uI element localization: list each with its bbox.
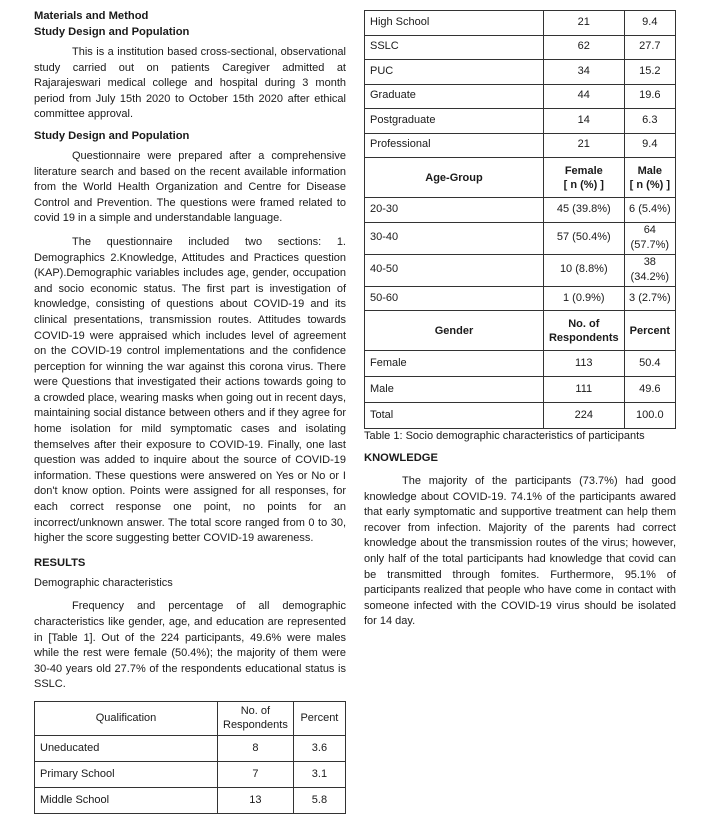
cell-male: 3 (2.7%) xyxy=(624,286,675,311)
cell-female: 57 (50.4%) xyxy=(543,222,624,254)
cell-label: Graduate xyxy=(365,84,544,109)
cell-label: PUC xyxy=(365,60,544,85)
cell-male: 6 (5.4%) xyxy=(624,198,675,223)
paragraph-knowledge: The majority of the participants (73.7%) had good knowledge about COVID-19. 74.1% of the participants awared that early symptomatic and supportive treatment can help them recover from infection. Majority of the parents had correct knowledge about the transmission routes of the virus; however, only half of the total participants had knowledge that covid can be transmitted through fomites. Furthermore, 95.1% of participants realized that people who have come in contact with someone infected with the COVID-19 virus should be isolated for 14 day. xyxy=(364,474,676,628)
table-row xyxy=(35,761,346,787)
cell-count: 8 xyxy=(218,735,294,761)
cell-female: 1 (0.9%) xyxy=(543,286,624,311)
cell-percent: 27.7 xyxy=(624,35,675,60)
cell-count: 44 xyxy=(543,84,624,109)
section-heading-materials: Materials and Method xyxy=(34,10,149,22)
paragraph-questionnaire: Questionnaire were prepared after a comprehensive literature search and based on the recent available information from the World Health Organization and Centre for Disease Control and Prevention. The questions were framed related to covid 19 in a simple and understandable language. xyxy=(34,149,346,225)
cell-label: Middle School xyxy=(35,787,218,813)
table-row xyxy=(365,84,676,109)
section-heading-results: RESULTS xyxy=(34,556,86,569)
header-respondents xyxy=(218,701,294,735)
cell-percent: 3.6 xyxy=(293,735,345,761)
header-female xyxy=(543,158,624,198)
cell-female: 45 (39.8%) xyxy=(543,198,624,223)
table-row xyxy=(365,254,676,286)
paragraph-sections: The questionnaire included two sections: 1. Demographics 2.Knowledge, Attitudes and Practices question (KAP).Demographic variables includes age, gender, occupation and socio economic status. The first part is investigation of knowledge, consisting of questions about COVID-19 and its clinical presentations, transmission routes. Attitudes towards COVID-19 were appraised which includes level of agreement on the COVID-19 control implementations and the confidence perception for winning the war against this corona virus. There were Questions that investigated their actions towards going to a crowded place, wearing masks when going out in recent days, maintaining social distance between others and if they agree for home isolation for mild symptomatic cases and isolating themselves after their exposure to COVID-19. Finally, one last question was added to inquire about the source of COVID-19 information. These questions were answered on Yes or No or I don't know option. Points were assigned for all responses, for each correct response one point, no points for an incorrect/unknown answer. The total score ranged from 0 to 30, higher the score suggesting better COVID-19 awareness. xyxy=(34,235,346,545)
cell-label: Uneducated xyxy=(35,735,218,761)
cell-percent: 49.6 xyxy=(624,377,675,403)
cell-percent: 50.4 xyxy=(624,351,675,377)
table-row xyxy=(35,787,346,813)
header-male xyxy=(624,158,675,198)
paragraph-demographic: Frequency and percentage of all demographic characteristics like gender, age, and education are represented in [Table 1]. Out of the 224 participants, 49.6% were males while the rest were female (50.4%); the majority of them were 30-40 years old 27.7% of the respondents educational status is SSLC. xyxy=(34,600,346,691)
header-female-line2: [ n (%) ] xyxy=(563,178,604,191)
cell-percent: 19.6 xyxy=(624,84,675,109)
paragraph-study-design: This is a institution based cross-sectional, observational study carried out on patients Caregiver admitted at Rajarajeswari medical college and hospital during 3 month period from July 15th 2020 to October 15th 2020 after ethical committee approval. xyxy=(34,46,346,121)
cell-male: 38 (34.2%) xyxy=(624,254,675,286)
cell-count: 21 xyxy=(543,133,624,158)
header-percent: Percent xyxy=(293,701,345,735)
cell-label: Primary School xyxy=(35,761,218,787)
cell-count: 62 xyxy=(543,35,624,60)
cell-count: 21 xyxy=(543,11,624,36)
demographics-table xyxy=(364,10,676,429)
cell-label: 30-40 xyxy=(365,222,544,254)
table-row xyxy=(35,735,346,761)
cell-label: Female xyxy=(365,351,544,377)
cell-percent: 15.2 xyxy=(624,60,675,85)
header-female-line1: Female xyxy=(564,164,603,177)
cell-label: 40-50 xyxy=(365,254,544,286)
gender-header-row xyxy=(365,311,676,351)
table-row xyxy=(365,109,676,134)
age-header-row xyxy=(365,158,676,198)
section-heading-knowledge: KNOWLEDGE xyxy=(364,451,438,464)
cell-label: Professional xyxy=(365,133,544,158)
table-row xyxy=(365,133,676,158)
cell-count: 13 xyxy=(218,787,294,813)
header-respondents-line1: No. of xyxy=(240,705,271,718)
table-caption: Table 1: Socio demographic characteristics of participants xyxy=(364,430,645,443)
header-qualification: Qualification xyxy=(35,701,218,735)
table-row xyxy=(365,403,676,429)
table-row xyxy=(365,60,676,85)
cell-label: Postgraduate xyxy=(365,109,544,134)
header-age-group: Age-Group xyxy=(365,158,544,198)
header-respondents-line2: Respondents xyxy=(548,331,619,344)
header-respondents xyxy=(543,311,624,351)
section-heading-study-design: Study Design and Population xyxy=(34,26,190,38)
cell-count: 224 xyxy=(543,403,624,429)
cell-percent: 9.4 xyxy=(624,133,675,158)
section-heading-study-design-2: Study Design and Population xyxy=(34,129,190,142)
qualification-table xyxy=(34,701,346,814)
cell-count: 14 xyxy=(543,109,624,134)
cell-label: Total xyxy=(365,403,544,429)
cell-percent: 100.0 xyxy=(624,403,675,429)
cell-label: Male xyxy=(365,377,544,403)
cell-percent: 5.8 xyxy=(293,787,345,813)
table-row xyxy=(365,222,676,254)
cell-label: SSLC xyxy=(365,35,544,60)
cell-female: 10 (8.8%) xyxy=(543,254,624,286)
table-row xyxy=(365,11,676,36)
table-row xyxy=(365,286,676,311)
table-row xyxy=(365,351,676,377)
header-respondents-line2: Respondents xyxy=(223,719,288,732)
right-column xyxy=(364,10,676,630)
cell-male: 64 (57.7%) xyxy=(624,222,675,254)
cell-label: 50-60 xyxy=(365,286,544,311)
cell-count: 113 xyxy=(543,351,624,377)
cell-count: 7 xyxy=(218,761,294,787)
cell-label: 20-30 xyxy=(365,198,544,223)
cell-percent: 6.3 xyxy=(624,109,675,134)
cell-count: 34 xyxy=(543,60,624,85)
header-gender: Gender xyxy=(365,311,544,351)
table-header-row xyxy=(35,701,346,735)
header-male-line2: [ n (%) ] xyxy=(629,178,670,191)
header-respondents-line1: No. of xyxy=(568,317,600,330)
table-row xyxy=(365,377,676,403)
cell-percent: 3.1 xyxy=(293,761,345,787)
subheading-demographic: Demographic characteristics xyxy=(34,576,173,589)
table-row xyxy=(365,198,676,223)
table-row xyxy=(365,35,676,60)
left-column xyxy=(34,8,346,814)
header-percent: Percent xyxy=(624,311,675,351)
header-male-line1: Male xyxy=(637,164,663,177)
cell-label: High School xyxy=(365,11,544,36)
cell-percent: 9.4 xyxy=(624,11,675,36)
cell-count: 111 xyxy=(543,377,624,403)
